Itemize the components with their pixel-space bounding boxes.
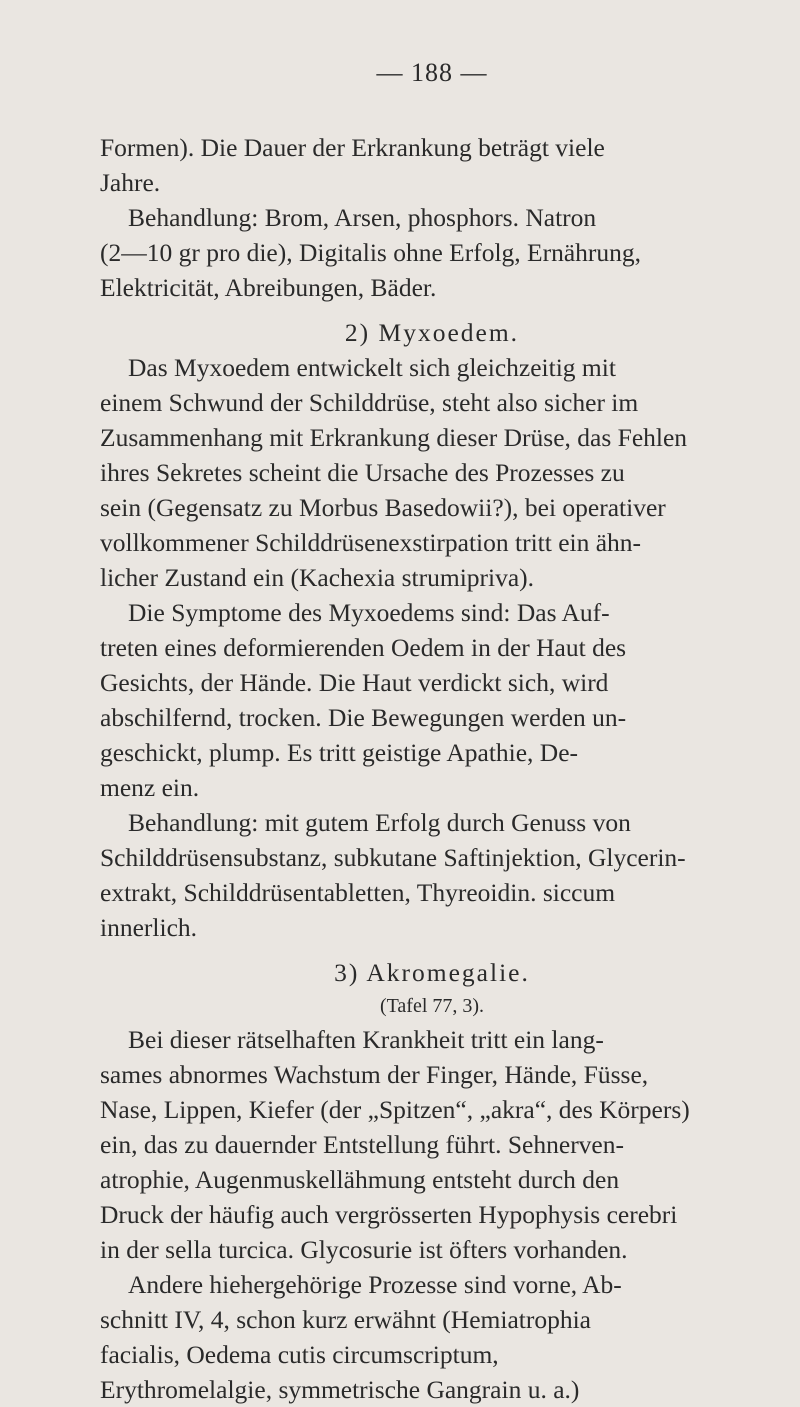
text-line: Andere hiehergehörige Prozesse sind vorne, Ab- [128,1270,622,1299]
text-line: (2—10 gr pro die), Digitalis ohne Erfolg, Ernährung, [100,238,642,267]
text-line: einem Schwund der Schilddrüse, steht also sicher im [100,388,639,417]
text-line: Behandlung: Brom, Arsen, phosphors. Natron [128,203,597,232]
text-line: licher Zustand ein (Kachexia strumipriva). [100,563,535,592]
text-line: in der sella turcica. Glycosurie ist öfters vorhanden. [100,1235,628,1264]
text-line: Behandlung: mit gutem Erfolg durch Genuss von [128,808,631,837]
paragraph [100,200,764,305]
plate-reference: (Tafel 77, 3). [379,995,485,1017]
paragraph [100,595,764,805]
text-line: innerlich. [100,913,198,942]
text-line: vollkommener Schilddrüsenexstirpation tritt ein ähn- [100,528,642,557]
paragraph [100,1267,764,1407]
section-heading: 2) Myxoedem. [344,318,520,347]
text-line: Bei dieser rätselhaften Krankheit tritt ein lang- [128,1025,604,1054]
text-line: Zusammenhang mit Erkrankung dieser Drüse, das Fehlen [100,423,688,452]
text-line: Formen). Die Dauer der Erkrankung beträgt viele [100,133,605,162]
text-line: Druck der häufig auch vergrösserten Hypophysis cerebri [100,1200,678,1229]
text-line: atrophie, Augenmuskellähmung entsteht durch den [100,1165,620,1194]
text-line: Das Myxoedem entwickelt sich gleichzeitig mit [128,353,616,382]
text-line: Jahre. [100,168,161,197]
text-line: menz ein. [100,773,200,802]
text-line: extrakt, Schilddrüsentabletten, Thyreoidin. siccum [100,878,616,907]
text-line: Gesichts, der Hände. Die Haut verdickt sich, wird [100,668,609,697]
text-line: Schilddrüsensubstanz, subkutane Saftinjektion, Glycerin- [100,843,686,872]
section-heading: 3) Akromegalie. [334,958,530,987]
text-line: facialis, Oedema cutis circumscriptum, [100,1340,499,1369]
text-line: Die Symptome des Myxoedems sind: Das Auf- [128,598,610,627]
page-body [100,130,764,1407]
page-number: — 188 — [376,58,488,87]
paragraph [100,130,764,200]
text-line: sames abnormes Wachstum der Finger, Hände, Füsse, [100,1060,649,1089]
text-line: geschickt, plump. Es tritt geistige Apathie, De- [100,738,579,767]
text-line: Erythromelalgie, symmetrische Gangrain u. a.) [100,1375,580,1404]
text-line: sein (Gegensatz zu Morbus Basedowii?), bei operativer [100,493,666,522]
text-line: schnitt IV, 4, schon kurz erwähnt (Hemiatrophia [100,1305,591,1334]
text-line: Nase, Lippen, Kiefer (der „Spitzen“, „akra“, des Körpers) [100,1095,690,1124]
paragraph [100,350,764,595]
text-line: treten eines deformierenden Oedem in der Haut des [100,633,627,662]
paragraph [100,1022,764,1267]
text-line: ihres Sekretes scheint die Ursache des Prozesses zu [100,458,625,487]
text-line: Elektricität, Abreibungen, Bäder. [100,273,437,302]
text-line: ein, das zu dauernder Entstellung führt. Sehnerven- [100,1130,624,1159]
text-line: abschilfernd, trocken. Die Bewegungen werden un- [100,703,627,732]
paragraph [100,805,764,945]
